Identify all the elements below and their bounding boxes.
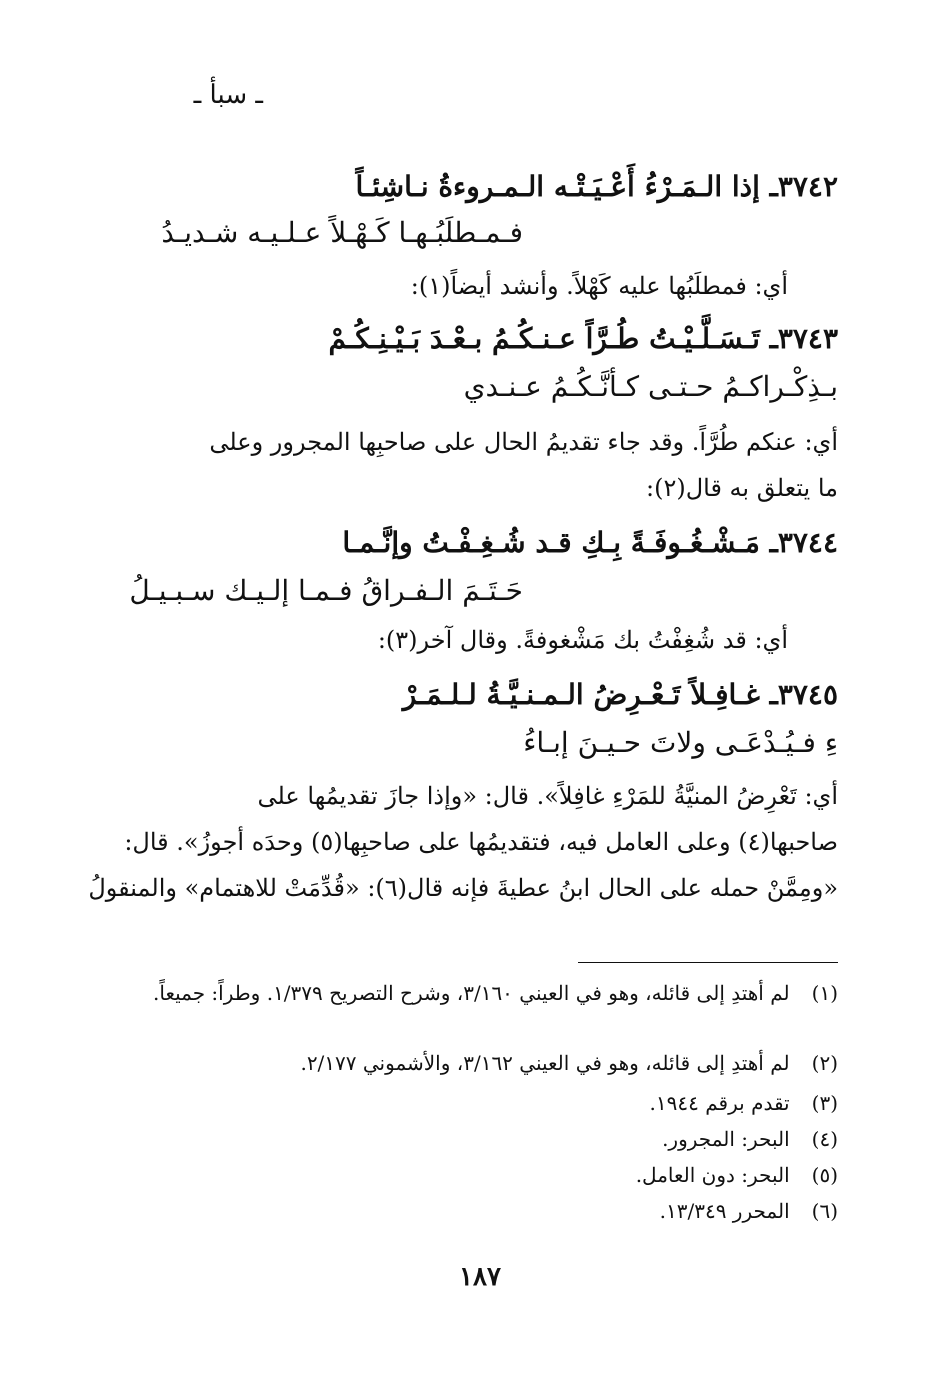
verse-3743-line2: بـذِكْـراكـمُ حـتـى كـأنَّـكُـمُ عـنـدي: [463, 370, 838, 403]
footnote-text: البحر: المجرور.: [662, 1127, 790, 1151]
footnote-text: المحرر ١٣/٣٤٩.: [659, 1199, 790, 1223]
footnote-5: [118, 1160, 838, 1191]
footnote-number: (١): [811, 981, 838, 1005]
footnote-6: [118, 1196, 838, 1227]
footnote-text: لم أهتدِ إلى قائله، وهو في العيني ٣/١٦٠، وشرح التصريح ١/٣٧٩. وطراً: جميعاً.: [153, 981, 790, 1005]
page-number: ١٨٧: [459, 1262, 501, 1292]
footnote-text: البحر: دون العامل.: [635, 1163, 790, 1187]
running-header: ـ سبأ ـ: [193, 80, 263, 110]
commentary-line: صاحبها(٤) وعلى العامل فيه، فتقديمُها على صاحبِها(٥) وحدَه أجوزُ». قال:: [124, 828, 838, 856]
footnote-text: تقدم برقم ١٩٤٤.: [649, 1091, 790, 1115]
commentary-line: أي: عنكم طُرَّاً. وقد جاء تقديمُ الحال على صاحبِها المجرور وعلى: [209, 428, 838, 456]
verse-3743-line1: ٣٧٤٣ـ تَـسَـلَّـيْـتُ طُـرَّاً عـنـكُـمُ بـعْـدَ بَـيْـنِـكُـمْ: [328, 322, 838, 355]
commentary-line: أي: تَعْرِضُ المنيَّةُ للمَرْءِ غافِلاً». قال: «وإذا جازَ تقديمُها على: [257, 782, 838, 810]
verse-3745-line2: ءِ فـيُـدْعَـى ولاتَ حـيـنَ إبـاءُ: [523, 726, 838, 759]
footnote-number: (٤): [811, 1127, 838, 1151]
footnote-number: (٥): [811, 1163, 838, 1187]
footnote-2: [118, 1048, 838, 1079]
commentary-line: أي: فمطلَبُها عليه كَهْلاً. وأنشد أيضاً(١):: [410, 272, 788, 300]
footnote-3: [118, 1088, 838, 1119]
verse-3744-line2: حَـتَـمَ الـفـراقُ فـمـا إلـيـك سـبـيـلُ: [129, 574, 523, 607]
commentary-line: ما يتعلق به قال(٢):: [646, 474, 838, 502]
footnote-number: (٣): [811, 1091, 838, 1115]
footnote-text: لم أهتدِ إلى قائله، وهو في العيني ٣/١٦٢، والأشموني ٢/١٧٧.: [300, 1051, 790, 1075]
commentary-line: أي: قد شُغِفْتُ بك مَشْغوفةً. وقال آخر(٣):: [377, 626, 788, 654]
verse-3742-line2: فـمـطلَبُـهـا كَـهْـلاً عـلـيـه شـديـدُ: [161, 216, 523, 249]
commentary-line: «ومِمَّنْ حمله على الحال ابنُ عطيةَ فإنه قال(٦): «قُدِّمَتْ للاهتمام» والمنقولُ: [88, 874, 838, 902]
footnote-4: [118, 1124, 838, 1155]
footnote-number: (٢): [811, 1051, 838, 1075]
verse-3744-line1: ٣٧٤٤ـ مَـشْـغُـوفَـةً بِـكِ قـد شُـغِـفْـتُ وإنَّـمـا: [342, 526, 838, 559]
footnote-1: [118, 978, 838, 1009]
footnote-separator: [578, 962, 838, 963]
footnote-number: (٦): [811, 1199, 838, 1223]
verse-3745-line1: ٣٧٤٥ـ غـافِـلاً تَـعْـرِضُ الـمـنـيَّـةُ لـلـمَـرْ: [402, 678, 838, 711]
verse-3742-line1: ٣٧٤٢ـ إذا الـمَـرْءُ أَعْـيَـتْـه الـمـروءةُ نـاشِئـاً: [355, 170, 838, 203]
